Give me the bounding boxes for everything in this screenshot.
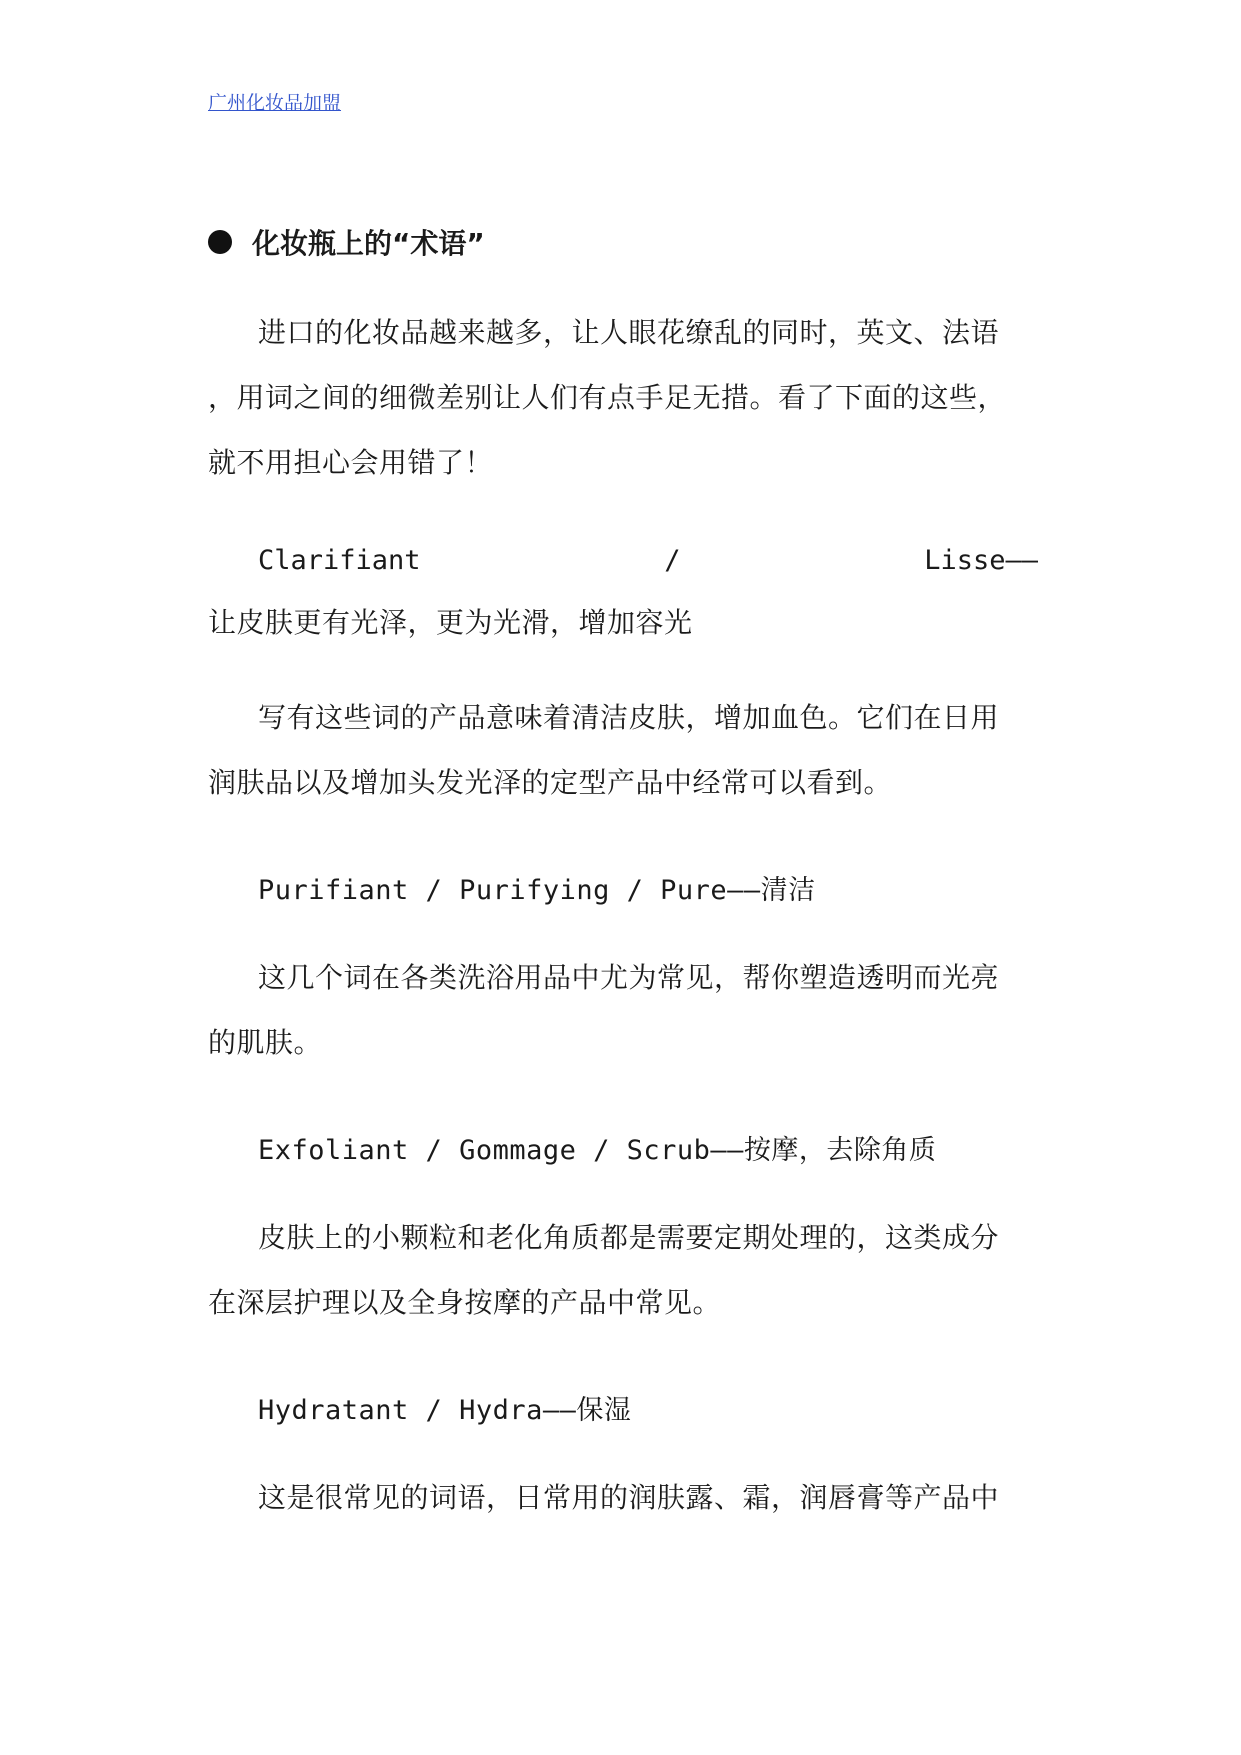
section-heading: [208, 222, 485, 262]
term-heading-exfoliant: Exfoliant / Gommage / Scrub——按摩，去除角质: [258, 1135, 937, 1166]
description-line: 在深层护理以及全身按摩的产品中常见。: [208, 1286, 722, 1319]
section-title: 化妆瓶上的“术语”: [252, 227, 485, 260]
description-line: 润肤品以及增加头发光泽的定型产品中经常可以看到。: [208, 766, 893, 799]
intro-line: 进口的化妆品越来越多，让人眼花缭乱的同时，英文、法语: [258, 316, 1000, 349]
term-description-purifiant: [208, 945, 1038, 1075]
intro-line: 就不用担心会用错了！: [208, 446, 494, 479]
term-heading-purifiant: Purifiant / Purifying / Pure——清洁: [258, 875, 816, 906]
bullet-icon: [208, 230, 232, 254]
description-line: 写有这些词的产品意味着清洁皮肤，增加血色。它们在日用: [258, 701, 1000, 734]
term-description-clarifiant: [208, 685, 1038, 815]
term-meaning-clarifiant: [208, 590, 1038, 655]
term-meaning: 让皮肤更有光泽，更为光滑，增加容光: [208, 606, 693, 639]
description-line: 皮肤上的小颗粒和老化角质都是需要定期处理的，这类成分: [258, 1221, 1000, 1254]
term-name: Lisse——: [924, 545, 1038, 576]
term-separator: /: [664, 545, 681, 576]
description-line: 的肌肤。: [208, 1026, 323, 1059]
term-description-exfoliant: [208, 1205, 1038, 1335]
description-line: 这是很常见的词语，日常用的润肤露、霜，润唇膏等产品中: [258, 1481, 1000, 1514]
term-name: Clarifiant: [258, 545, 421, 576]
term-heading-clarifiant: [258, 545, 1038, 576]
header-link[interactable]: 广州化妆品加盟: [208, 92, 342, 114]
term-description-hydratant: [208, 1465, 1038, 1530]
description-line: 这几个词在各类洗浴用品中尤为常见，帮你塑造透明而光亮: [258, 961, 1000, 994]
intro-line: ，用词之间的细微差别让人们有点手足无措。看了下面的这些，: [208, 381, 1007, 414]
term-heading-hydratant: Hydratant / Hydra——保湿: [258, 1395, 632, 1426]
intro-paragraph: [208, 300, 1038, 495]
